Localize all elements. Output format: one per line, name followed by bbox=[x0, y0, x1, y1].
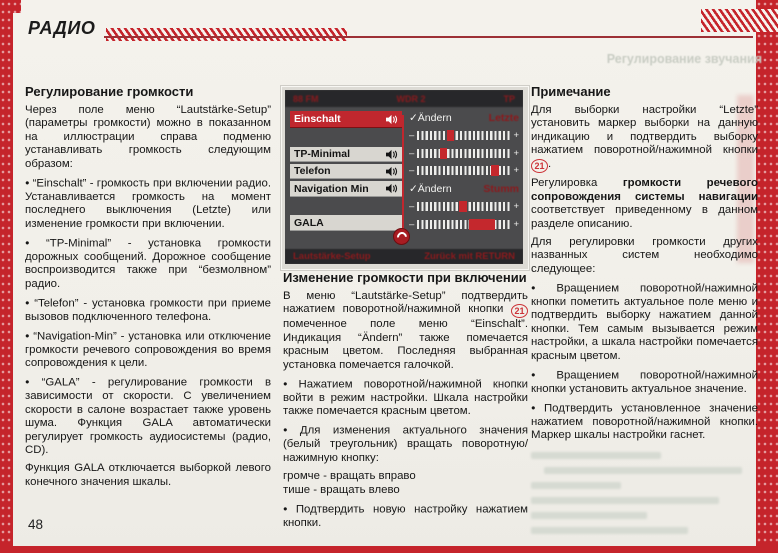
display-menu-telefon bbox=[290, 164, 402, 179]
volume-scale-navigation bbox=[409, 200, 519, 213]
scale-bar bbox=[417, 149, 510, 158]
right-column bbox=[531, 84, 758, 447]
para-text: Регулировка bbox=[531, 177, 598, 189]
middle-column-heading: Изменение громкости при включении bbox=[283, 270, 527, 285]
bullet-text: Для изменения актуального значения (белый треугольник) вращать поворотную/нажимную кнопку: bbox=[283, 424, 528, 464]
bullet-text: “GALA” - регулирование громкости в зависимости от скорости. С увеличением скорости в салоне возрастает также уровень шума. Функция GALA автоматически регулирует громкость аудиосистемы (радио, CD). bbox=[25, 376, 272, 456]
display-footer-bar bbox=[285, 249, 523, 264]
display-menu-navigation-min bbox=[290, 181, 402, 197]
display-station-name: WDR 2 bbox=[396, 93, 426, 104]
display-status-right: TP bbox=[503, 93, 515, 104]
andern-check-label: ✓Ändern bbox=[409, 182, 452, 195]
speaker-icon bbox=[385, 149, 398, 160]
scale-marker bbox=[459, 201, 467, 212]
bullet-text: Вращением поворотной/нажимной кнопки установить актуальное значение. bbox=[531, 369, 758, 395]
scale-marker bbox=[440, 148, 447, 159]
para-text: В меню “Lautstärke-Setup” подтвердить нажатием поворотной/нажимной кнопки bbox=[283, 289, 528, 315]
menu-item-label: GALA bbox=[294, 216, 324, 229]
bullet-text: “Einschalt” - громкость при включении радио. Устанавливается громкость на момент последнего выключения (Letzte) или изменение громкости при включении. bbox=[25, 177, 271, 230]
page-edge-right bbox=[756, 0, 778, 553]
scale-marker bbox=[447, 130, 454, 141]
bullet-item bbox=[25, 296, 271, 325]
bullet-icon: ● bbox=[283, 378, 296, 388]
plus-label: + bbox=[513, 130, 519, 141]
section-title: РАДИО bbox=[28, 18, 96, 38]
bullet-icon: ● bbox=[25, 177, 30, 187]
speaker-icon bbox=[385, 166, 398, 177]
bullet-text: “TP-Minimal” - установка громкости дорожных сообщений. Дорожное сообщение воспроизводится также при “безмолвном” радио. bbox=[25, 237, 271, 290]
bleedthrough-lines bbox=[531, 452, 755, 542]
display-status-bar bbox=[285, 90, 523, 107]
middle-column bbox=[283, 270, 528, 535]
bullet-text: Нажатием поворотной/нажимной кнопки войти в режим настройки. Шкала настройки также помечается красным цветом. bbox=[283, 378, 528, 417]
plus-label: + bbox=[513, 148, 519, 159]
menu-item-label: TP-Minimal bbox=[294, 148, 351, 160]
volume-scale-gala bbox=[409, 218, 519, 231]
volume-scale-telefon bbox=[409, 164, 519, 177]
quieter-instruction: тише - вращать влево bbox=[283, 484, 400, 496]
bullet-icon: ● bbox=[283, 504, 293, 513]
volume-scale-einschalt bbox=[409, 129, 519, 142]
radio-display-figure bbox=[281, 86, 529, 270]
andern-value: Stumm bbox=[483, 182, 519, 195]
bullet-text: “Telefon” - установка громкости при приеме вызовов подключенного телефона. bbox=[25, 297, 271, 323]
scale-bar bbox=[417, 220, 510, 229]
scale-bar bbox=[417, 202, 510, 211]
page-edge-corner bbox=[0, 0, 21, 13]
minus-label: – bbox=[409, 201, 415, 212]
menu-item-label: Telefon bbox=[294, 165, 331, 177]
andern-row bbox=[409, 182, 519, 195]
bullet-item bbox=[25, 236, 271, 292]
andern-check-label: ✓Ändern bbox=[409, 111, 452, 124]
minus-label: – bbox=[409, 148, 415, 159]
knob-ref-21: 21 bbox=[511, 304, 528, 318]
bullet-text: Подтвердить новую настройку нажатием кнопки. bbox=[283, 503, 528, 529]
bullet-icon: ● bbox=[25, 330, 31, 340]
para-text: соответствует приведенному в данном разделе описанию. bbox=[531, 204, 758, 230]
display-footer-title: Lautstärke-Setup bbox=[293, 251, 371, 262]
volume-scale-tp-minimal bbox=[409, 147, 519, 160]
para-bold-text: громкости речевого сопровождения системы навигации bbox=[531, 177, 758, 203]
scale-marker bbox=[469, 219, 495, 230]
bullet-item bbox=[531, 368, 758, 397]
bullet-icon: ● bbox=[25, 237, 43, 247]
bullet-icon: ● bbox=[531, 369, 554, 379]
minus-label: – bbox=[409, 130, 415, 141]
hatch-band-top-right bbox=[701, 9, 778, 32]
page-number: 48 bbox=[28, 517, 44, 532]
bullet-icon: ● bbox=[283, 425, 297, 434]
display-menu-tp-minimal bbox=[290, 147, 402, 162]
menu-item-label: Navigation Min bbox=[294, 182, 369, 195]
middle-column-para1 bbox=[283, 290, 528, 373]
speaker-icon bbox=[385, 183, 398, 194]
minus-label: – bbox=[409, 219, 415, 230]
plus-label: + bbox=[513, 165, 519, 176]
scale-marker bbox=[491, 165, 499, 176]
hatch-band-top bbox=[106, 28, 347, 41]
bullet-text: Вращением поворотной/нажимной кнопки пометить актуальное поле меню и подтвердить выборку нажатием данной кнопки. Тем самым вызывается режим настройки, а шкала настройки помечается красным цветом. bbox=[531, 282, 758, 362]
bullet-icon: ● bbox=[25, 377, 39, 386]
louder-instruction: громче - вращать вправо bbox=[283, 469, 416, 482]
bullet-text: Подтвердить установленное значение нажатием поворотной/нажимной кнопки. Маркер шкалы настройки гаснет. bbox=[531, 402, 758, 441]
bullet-item bbox=[531, 401, 758, 443]
minus-label: – bbox=[409, 165, 415, 176]
bullet-item bbox=[25, 329, 271, 371]
page-edge-bottom bbox=[0, 546, 778, 553]
bullet-item bbox=[283, 423, 528, 465]
bullet-item bbox=[283, 377, 528, 419]
knob-pointer-line bbox=[402, 115, 404, 237]
header-rule bbox=[104, 36, 753, 38]
right-column-heading: Примечание bbox=[531, 84, 611, 99]
bullet-item bbox=[531, 281, 758, 364]
left-column-intro: Через поле меню “Lautstärke-Setup” (параметры громкости) можно в показанном на иллюстрации справа подменю устанавливать громкость следующим образом: bbox=[25, 103, 271, 170]
plus-label: + bbox=[513, 219, 519, 230]
page-edge-left bbox=[0, 0, 13, 553]
scale-bar bbox=[417, 131, 510, 140]
bullet-icon: ● bbox=[531, 282, 554, 292]
right-column-para1 bbox=[531, 104, 758, 173]
knob-ref-21: 21 bbox=[531, 159, 548, 173]
para-text: Для выборки настройки “Letzte” установить маркер выборки на данную индикацию и подтвердить выборку нажатием поворотной/нажимной кнопки bbox=[531, 103, 758, 156]
speaker-icon bbox=[385, 114, 398, 125]
bullet-icon: ● bbox=[531, 402, 541, 412]
bullet-item bbox=[25, 375, 271, 458]
left-column bbox=[25, 84, 271, 494]
andern-row bbox=[409, 111, 519, 124]
scale-bar bbox=[417, 166, 510, 175]
plus-label: + bbox=[513, 201, 519, 212]
right-column-para2 bbox=[531, 177, 758, 231]
display-footer-return-hint: Zurück mit RETURN bbox=[424, 251, 515, 262]
display-station-frequency: 88 FM bbox=[293, 93, 319, 104]
display-menu-gala bbox=[290, 215, 402, 231]
display-menu-einschalt bbox=[290, 111, 402, 128]
bullet-icon: ● bbox=[25, 297, 32, 307]
radio-display-screen bbox=[285, 90, 523, 264]
bullet-item bbox=[283, 502, 528, 531]
left-column-outro: Функция GALA отключается выборкой левого конечного значения шкалы. bbox=[25, 462, 271, 488]
bleedthrough-heading: Регулирование звучания bbox=[606, 52, 762, 66]
right-column-para3: Для регулировки громкости других названных систем необходимо следующее: bbox=[531, 235, 758, 275]
andern-value: Letzte bbox=[488, 111, 519, 124]
bullet-text: “Navigation-Min” - установка или отключение громкости речевого сопровождения во время сопровождения к цели. bbox=[25, 330, 272, 369]
bullet-item bbox=[25, 176, 271, 232]
menu-item-label: Einschalt bbox=[294, 113, 341, 125]
left-column-heading: Регулирование громкости bbox=[25, 84, 194, 99]
rotary-knob-icon bbox=[393, 228, 410, 245]
para-text: помеченное поле меню “Einschalt”. Индикация “Ändern” также помечается красным цветом. Последняя выбранная установка помечается галочкой. bbox=[283, 318, 528, 371]
para-text: . bbox=[548, 157, 552, 170]
